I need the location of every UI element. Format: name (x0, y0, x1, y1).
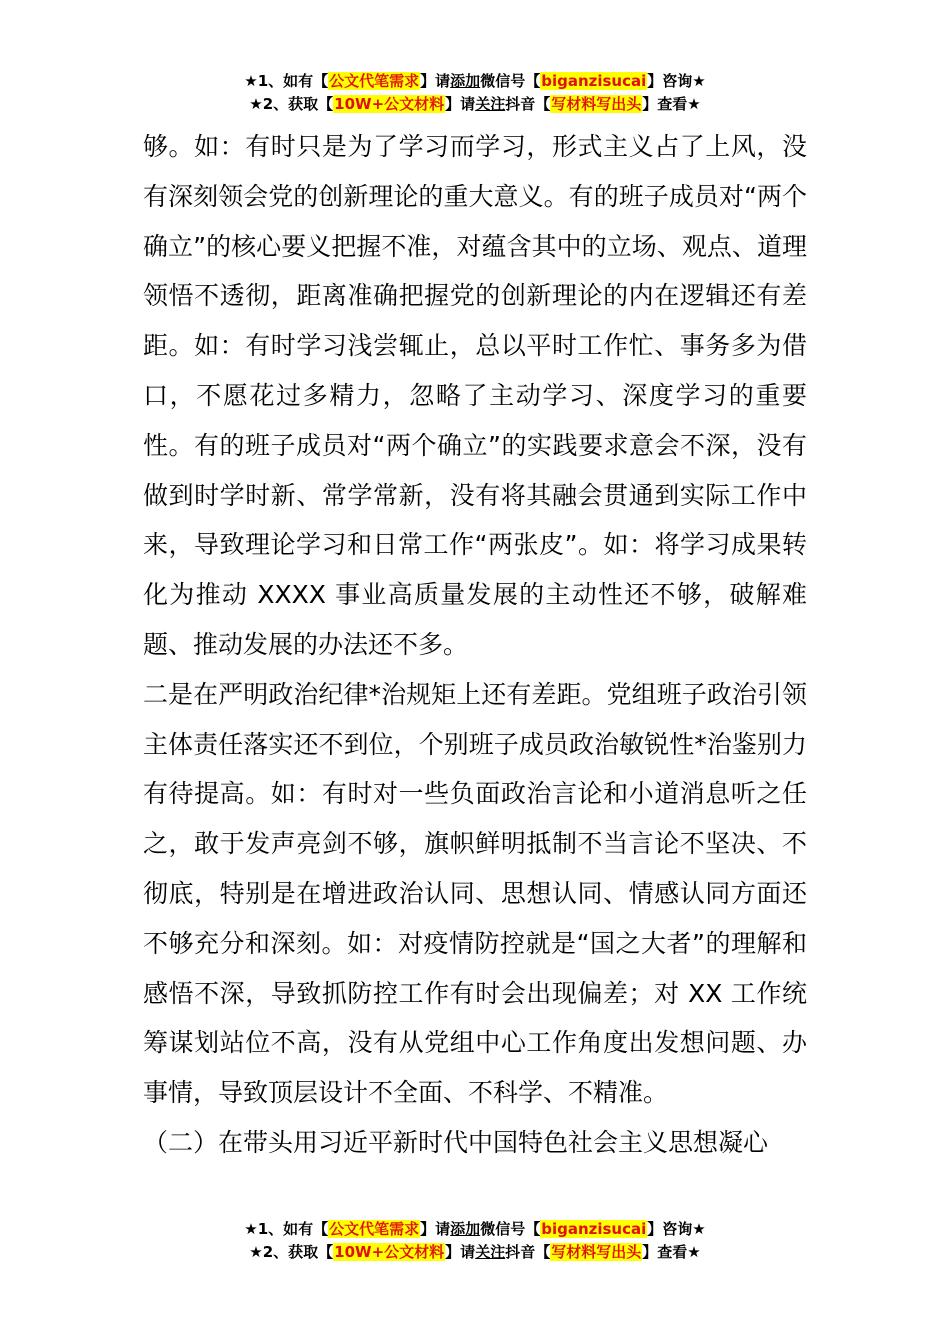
banner-line-2: ★2、获取【10W+公文材料】请关注抖音【写材料写出头】查看★ (249, 95, 701, 113)
banner-highlight: 写材料写出头 (551, 95, 642, 113)
banner-line-2: ★2、获取【10W+公文材料】请关注抖音【写材料写出头】查看★ (249, 1243, 701, 1261)
section-heading: （二）在带头用习近平新时代中国特色社会主义思想凝心 (143, 1127, 769, 1157)
document-body (143, 122, 807, 1168)
body-paragraph: 二是在严明政治纪律*治规矩上还有差距。党组班子政治引领主体责任落实还不到位，个别班子成员政治敏锐性*治鉴别力有待提高。如：有时对一些负面政治言论和小道消息听之任之，敢于发声亮剑不够，旗帜鲜明抵制不当言论不坚决、不彻底，特别是在增进政治认同、思想认同、情感认同方面还不够充分和深刻。如：对疫情防控就是“国之大者”的理解和感悟不深，导致抓防控工作有时会出现偏差；对 XX 工作统筹谋划站位不高，没有从党组中心工作角度出发想问题、办事情，导致顶层设计不全面、不科学、不精准。 (143, 679, 807, 1108)
header-banner (0, 70, 950, 116)
star-icon: ★ (687, 95, 701, 113)
star-icon: ★ (244, 72, 258, 90)
star-icon: ★ (687, 1243, 701, 1261)
star-icon: ★ (249, 95, 263, 113)
star-icon: ★ (692, 72, 706, 90)
banner-highlight: 公文代笔需求 (329, 1220, 420, 1238)
banner-highlight: 10W+公文材料 (334, 1243, 445, 1261)
star-icon: ★ (692, 1220, 706, 1238)
footer-banner (0, 1218, 950, 1264)
banner-highlight: 10W+公文材料 (334, 95, 445, 113)
banner-highlight: 写材料写出头 (551, 1243, 642, 1261)
banner-line-1: ★1、如有【公文代笔需求】请添加微信号【biganzisucai】咨询★ (244, 72, 706, 90)
star-icon: ★ (244, 1220, 258, 1238)
banner-highlight: 公文代笔需求 (329, 72, 420, 90)
body-paragraph: 够。如：有时只是为了学习而学习，形式主义占了上风，没有深刻领会党的创新理论的重大意义。有的班子成员对“两个确立”的核心要义把握不准，对蕴含其中的立场、观点、道理领悟不透彻，距离准确把握党的创新理论的内在逻辑还有差距。如：有时学习浅尝辄止，总以平时工作忙、事务多为借口，不愿花过多精力，忽略了主动学习、深度学习的重要性。有的班子成员对“两个确立”的实践要求意会不深，没有做到时学时新、常学常新，没有将其融会贯通到实际工作中来，导致理论学习和日常工作“两张皮”。如：将学习成果转化为推动 XXXX 事业高质量发展的主动性还不够，破解难题、推动发展的办法还不多。 (143, 132, 807, 659)
banner-highlight: biganzisucai (541, 72, 647, 90)
star-icon: ★ (249, 1243, 263, 1261)
banner-line-1: ★1、如有【公文代笔需求】请添加微信号【biganzisucai】咨询★ (244, 1220, 706, 1238)
banner-highlight: biganzisucai (541, 1220, 647, 1238)
